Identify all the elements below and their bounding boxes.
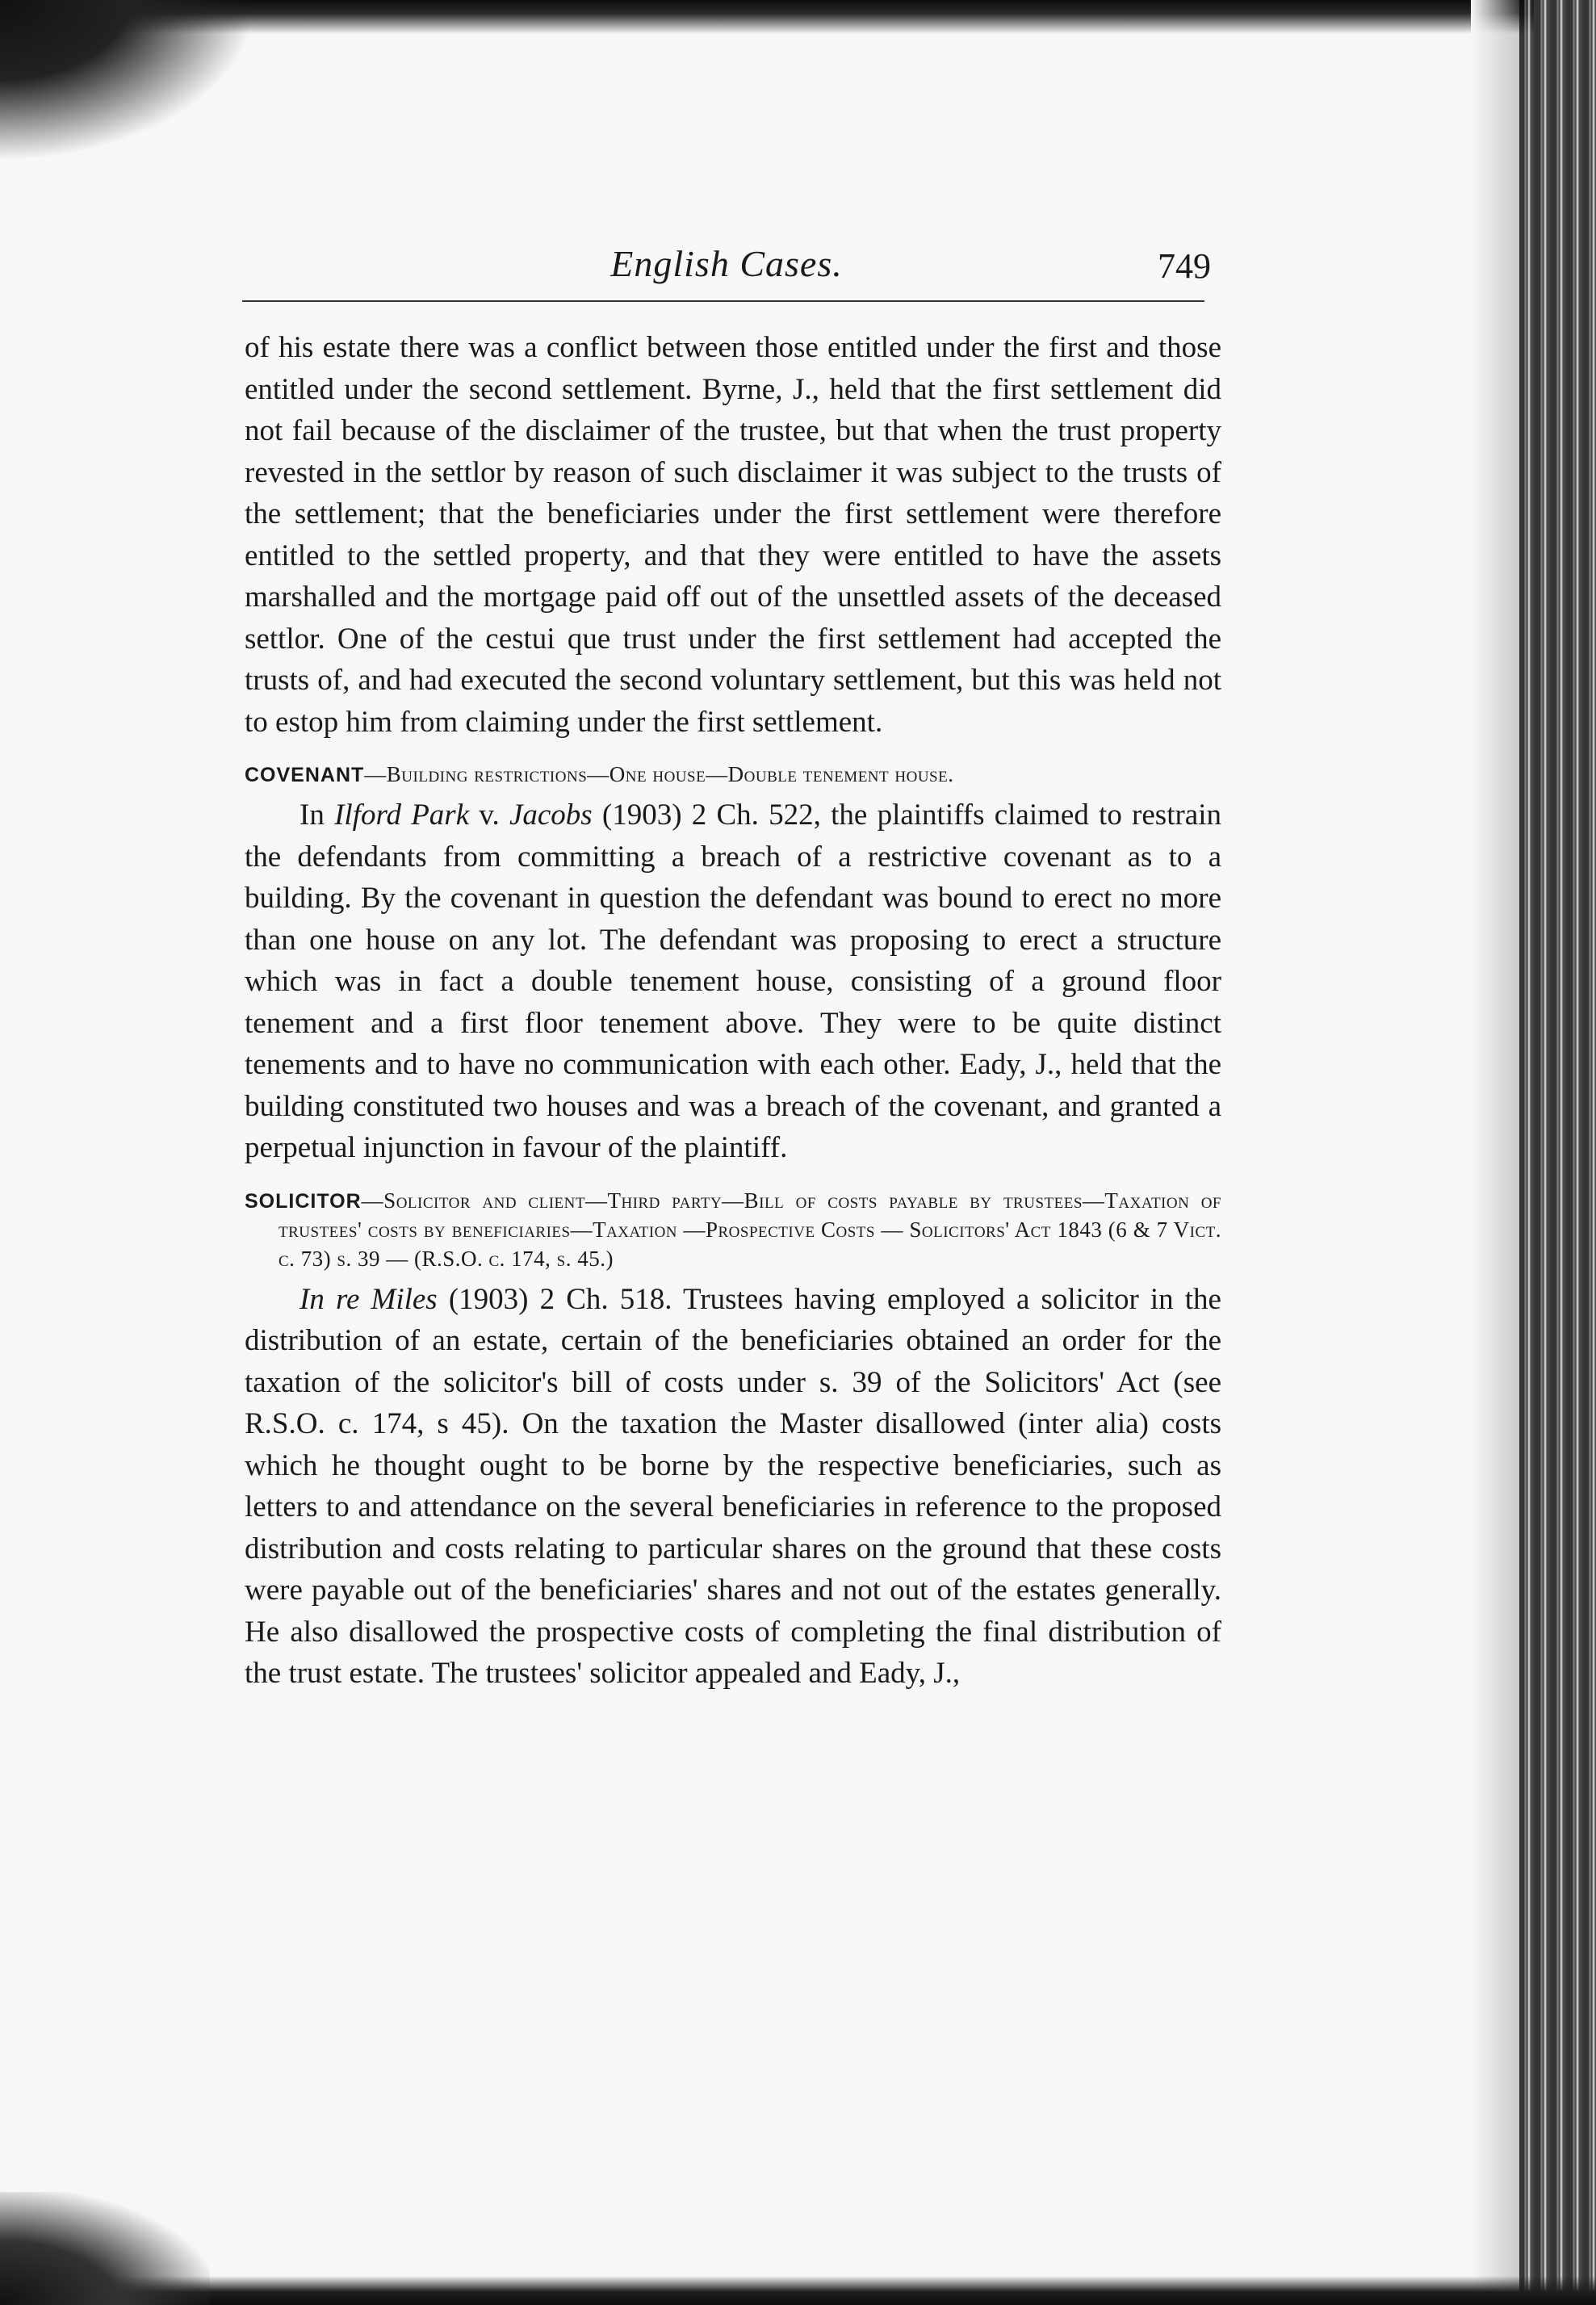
- case-versus: v.: [469, 798, 509, 832]
- solicitor-paragraph: [245, 1279, 1221, 1695]
- continued-paragraph: of his estate there was a conflict between those entitled under the first and those entitled under the second settlement. Byrne, J., held that the first settlement did not fail because of the disclaimer of the trustee, but that when the trust property revested in the settlor by reason of such disclaimer it was subject to the trusts of the settlement; that the beneficiaries under the first settlement were therefore entitled to the settled property, and that they were entitled to have the assets marshalled and the mortgage paid off out of the unsettled assets of the deceased settlor. One of the cestui que trust under the first settlement had accepted the trusts of, and had executed the second voluntary settlement, but this was held not to estop him from claiming under the first settlement.: [245, 331, 1221, 739]
- page-body: [245, 327, 1221, 1695]
- book-binding-edge: [1519, 0, 1596, 2305]
- section-heading-covenant: [245, 761, 1221, 790]
- scan-shadow-bottom: [0, 2276, 1596, 2305]
- heading-lead: SOLICITOR: [245, 1189, 362, 1213]
- section-heading-solicitor: [245, 1187, 1221, 1274]
- header-rule: [242, 300, 1204, 302]
- running-head: [242, 242, 1211, 299]
- scan-shadow-right-fade: [1471, 0, 1519, 2305]
- case-name: In re Miles: [300, 1282, 438, 1316]
- running-head-title: English Cases.: [610, 243, 843, 284]
- solicitor-paragraph-text: (1903) 2 Ch. 518. Trustees having employed a solicitor in the distribution of an estate, certain of the beneficiaries obtained an order for the taxation of the solicitor's bill of costs under s. 39 of the Solicitors' Act (see R.S.O. c. 174, s 45). On the taxation the Master disallowed (inter alia) costs which he thought ought to be borne by the respective beneficiaries, such as letters to and attendance on the several beneficiaries in reference to the proposed distribution and costs relating to particular shares on the ground that these costs were payable out of the beneficiaries' shares and not out of the estates generally. He also disallowed the prospective costs of completing the final distribution of the trust estate. The trustees' solicitor appealed and Eady, J.,: [245, 1282, 1221, 1690]
- covenant-paragraph: [245, 794, 1221, 1169]
- page-number: 749: [1158, 246, 1211, 286]
- case-name-plaintiff: Ilford Park: [334, 798, 470, 832]
- covenant-paragraph-text: (1903) 2 Ch. 522, the plaintiffs claimed to restrain the defendants from committing a breach of a restrictive covenant as to a building. By the covenant in question the defendant was bound to erect no more than one house on any lot. The defendant was proposing to erect a structure which was in fact a double tenement house, consisting of a ground floor tenement and a first floor tenement above. They were to be quite distinct tenements and to have no communication with each other. Eady, J., held that the building constituted two houses and was a breach of the covenant, and granted a perpetual injunction in favour of the plaintiff.: [245, 798, 1221, 1164]
- para-prefix: In: [300, 798, 335, 832]
- heading-subjects: —Building restrictions—One house—Double tenement house.: [364, 762, 954, 786]
- heading-subjects: —Solicitor and client—Third party—Bill of costs payable by trustees—Taxation of trustees' costs by beneficiaries—Taxation —Prospective Costs — Solicitors' Act 1843 (6 & 7 Vict. c. 73) s. 39 — (R.S.O. c. 174, s. 45.): [279, 1188, 1221, 1271]
- heading-lead: COVENANT: [245, 764, 365, 786]
- scan-shadow-corner: [0, 0, 258, 161]
- case-name-defendant: Jacobs: [509, 798, 593, 832]
- scan-shadow-corner-bottom: [0, 2192, 210, 2305]
